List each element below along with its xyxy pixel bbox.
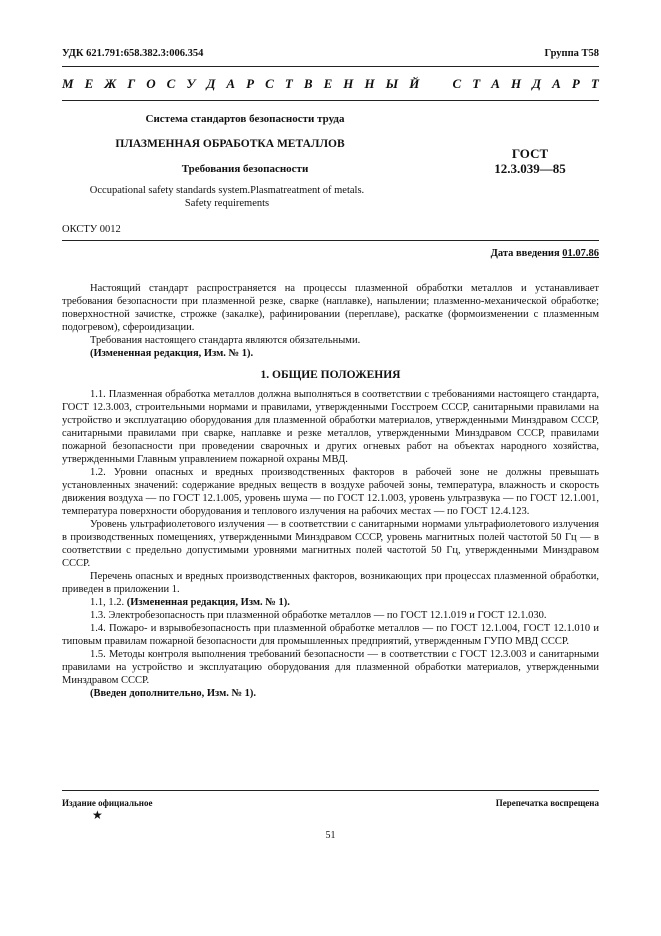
heading-letter: Д (532, 76, 542, 91)
heading-letter: О (146, 76, 156, 91)
top-rule (62, 66, 599, 67)
heading-letter: Р (571, 76, 580, 91)
oksty-rule (62, 240, 599, 241)
gost-number: 12.3.039—85 (494, 161, 566, 176)
udk-code: УДК 621.791:658.382.3:006.354 (62, 48, 204, 59)
oksty-code: ОКСТУ 0012 (62, 224, 121, 235)
footer-rule (62, 790, 599, 791)
amendment-text: (Измененная редакция, Изм. № 1). (126, 597, 290, 608)
clause-1-2: 1.2. Уровни опасных и вредных производственных факторов в рабочей зоне не должны превышать установленных значений: содержание вредных веществ в воздухе рабочей зоны, температура, влажность и скорость движения воздуха — по ГОСТ 12.1.005, уровень шума — по ГОСТ 12.1.003, уровень ультразвука — по ГОСТ 12.1.001, температура поверхности оборудования и теплового излучения на рабочих местах — по ГОСТ 12.4.123. (62, 467, 599, 517)
clause-1-4: 1.4. Пожаро- и взрывобезопасность при плазменной обработке металлов — по ГОСТ 12.1.004, ГОСТ 12.1.010 и типовым правилам пожарной безопасности для промышленных предприятий, утвержденным ГУПО МВД СССР. (62, 623, 599, 647)
heading-letter: Т (284, 76, 293, 91)
uv-paragraph: Уровень ультрафиолетового излучения — в соответствии с санитарными нормами ультрафиолетового излучения в производственных помещениях, утвержденными Минздравом СССР, уровень магнитных полей частотой 50 Гц — в соответствии с предельно допустимыми уровнями магнитных полей частотой 50 Гц, утвержденными Минздравом СССР. (62, 519, 599, 569)
heading-letter: У (186, 76, 196, 91)
heading-letter: Ж (104, 76, 117, 91)
gost-label: ГОСТ (511, 146, 549, 161)
heading-letter: А (226, 76, 236, 91)
intro-mandatory: Требования настоящего стандарта являются обязательными. (90, 335, 361, 346)
heading-letter: Г (127, 76, 136, 91)
standard-heading (62, 76, 599, 92)
heading-letter: В (303, 76, 313, 91)
official-edition: Издание официальное (62, 798, 153, 808)
group-code: Группа Т58 (544, 48, 599, 59)
english-line-2: Safety requirements (184, 198, 270, 209)
heading-letter: Р (246, 76, 255, 91)
document-subtitle: Требования безопасности (181, 163, 309, 175)
added-note: (Введен дополнительно, Изм. № 1). (90, 688, 257, 699)
document-title: ПЛАЗМЕННАЯ ОБРАБОТКА МЕТАЛЛОВ (115, 138, 345, 150)
heading-letter: А (552, 76, 561, 91)
clause-1-3: 1.3. Электробезопасность при плазменной обработке металлов — по ГОСТ 12.1.019 и ГОСТ 12.1.030. (90, 610, 547, 621)
factors-list-paragraph: Перечень опасных и вредных производственных факторов, возникающих при процессах плазменной обработки, приведен в приложении 1. (62, 571, 599, 595)
system-title: Система стандартов безопасности труда (145, 113, 345, 125)
heading-letter: Н (343, 76, 354, 91)
heading-letter: Е (84, 76, 94, 91)
heading-letter: А (491, 76, 500, 91)
heading-letter: Т (472, 76, 481, 91)
amendment-note (62, 596, 599, 609)
heading-letter: Й (409, 76, 420, 91)
heading-letter: Д (206, 76, 216, 91)
section-heading: 1. ОБЩИЕ ПОЛОЖЕНИЯ (260, 369, 401, 381)
date-label: Дата введения (490, 248, 563, 259)
heading-letter: С (265, 76, 274, 91)
heading-letter: Е (323, 76, 333, 91)
date-value: 01.07.86 (562, 248, 599, 259)
heading-letter: Н (364, 76, 375, 91)
intro-paragraph: Настоящий стандарт распространяется на процессы плазменной обработки металлов и устанавливает требования безопасности при плазменной резке, сварке (наплавке), напылении; плазменно-механической обработке; поверхностной зачистке, строжке (закалке), рафинировании (переплаве), раскатке (формоизменении с плазменным подогревом), сфероидизации. (62, 283, 599, 333)
heading-letter: Н (510, 76, 522, 91)
clause-1-1: 1.1. Плазменная обработка металлов должна выполняться в соответствии с требованиями настоящего стандарта, ГОСТ 12.3.003, строительными нормами и правилами, утвержденными Госстроем СССР, санитарными правилами на устройство и эксплуатацию оборудования для плазменной обработки материалов, утвержденными Минздравом СССР, санитарными правилами при сварке, наплавке и резке металлов, утвержденными Минздравом СССР, правилами пожарной безопасности при проведении сварочных и других огневых работ на объектах народного хозяйства, утвержденными Главным управлением пожарной охраны МВД. (62, 389, 599, 465)
heading-letter: С (452, 76, 462, 91)
heading-letter: С (166, 76, 176, 91)
amendment-clauses: 1.1, 1.2. (90, 597, 125, 608)
reprint-prohibited: Перепечатка воспрещена (495, 798, 599, 808)
effective-date (491, 248, 599, 259)
heading-letter: Т (590, 76, 599, 91)
clause-1-5: 1.5. Методы контроля выполнения требований безопасности — в соответствии с ГОСТ 12.3.003 и санитарными правилами на устройство и эксплуатацию оборудования для плазменной обработки материалов, утвержденными Минздравом СССР. (62, 649, 599, 686)
document-body (62, 282, 599, 700)
english-line-1: Occupational safety standards system.Plasmatreatment of metals. (89, 185, 365, 196)
gost-block (470, 146, 590, 176)
heading-letter: Ы (385, 76, 399, 91)
intro-amendment: (Измененная редакция, Изм. № 1). (90, 348, 254, 359)
english-title (62, 184, 392, 210)
heading-rule (62, 100, 599, 101)
star-icon: ★ (92, 808, 103, 822)
heading-letter: М (62, 76, 74, 91)
page-number: 51 (325, 830, 336, 841)
